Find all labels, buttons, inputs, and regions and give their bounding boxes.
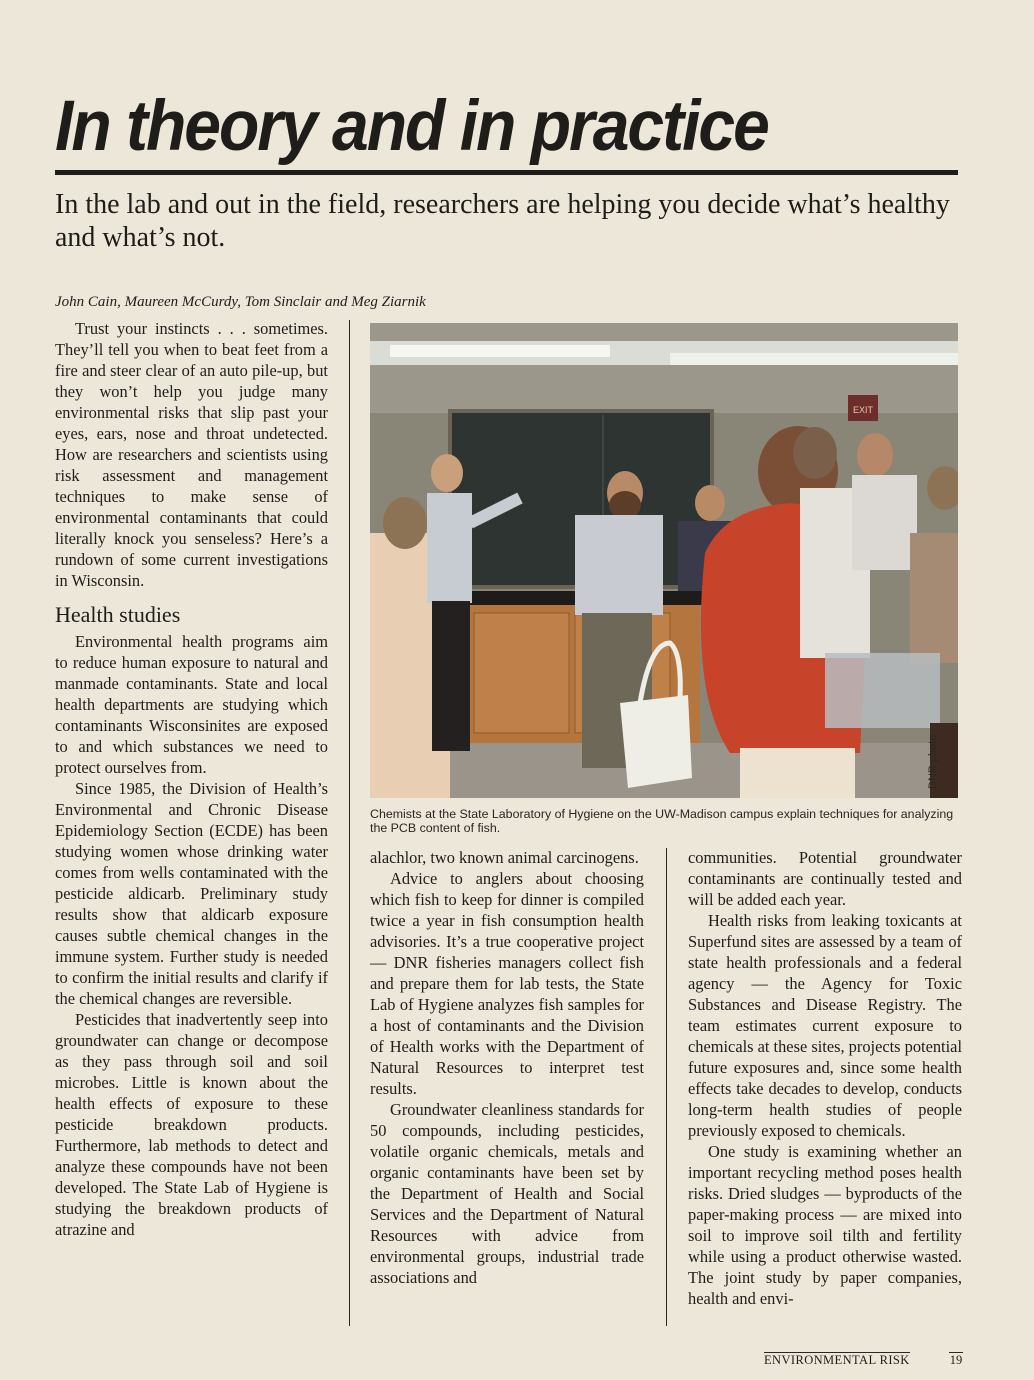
section-heading-health-studies: Health studies <box>55 602 181 627</box>
column-2 <box>370 847 644 1288</box>
exit-sign-text: EXIT <box>852 405 874 415</box>
photo-credit: DNR photo <box>927 734 939 789</box>
article-subtitle: In the lab and out in the field, researchers are helping you decide what’s healthy and what’s not. <box>55 189 950 253</box>
paragraph: Health risks from leaking toxicants at Superfund sites are assessed by a team of state health professionals and a federal agency — the Agency for Toxic Substances and Disease Registry. The team estimates current exposure to chemicals at these sites, projects potential future exposures and, since some health effects take decades to develop, conducts long-term health studies of people previously exposed to chemicals. <box>688 911 962 1140</box>
footer-section-label: ENVIRONMENTAL RISK <box>764 1353 910 1367</box>
paragraph: Advice to anglers about choosing which fish to keep for dinner is compiled twice a year in fish consumption health advisories. It’s a true cooperative project — DNR fisheries managers collect fish and prepare them for lab tests, the State Lab of Hygiene analyzes fish samples for a host of contaminants and the Division of Health works with the Department of Natural Resources to interpret test results. <box>370 869 644 1098</box>
lab-photo <box>370 323 958 798</box>
paragraph: alachlor, two known animal carcinogens. <box>370 848 639 867</box>
paragraph: Groundwater cleanliness standards for 50 compounds, including pesticides, volatile organic chemicals, metals and organic contaminants have been set by the Department of Health and Social Services and the Department of Natural Resources with advice from environmental groups, industrial trade associations and <box>370 1100 644 1287</box>
column-rule <box>349 320 350 1326</box>
column-3 <box>688 847 962 1309</box>
paragraph: One study is examining whether an important recycling method poses health risks. Dried sludges — byproducts of the paper-making process — are mixed into soil to improve soil tilth and fertility while using a product otherwise wasted. The joint study by paper companies, health and envi- <box>688 1142 962 1308</box>
intro-paragraph: Trust your instincts . . . sometimes. They’ll tell you when to beat feet from a fire and steer clear of an auto pile-up, but they won’t help you judge many environmental risks that slip past your eyes, ears, nose and throat undetected. How are researchers and scientists using risk assessment and management techniques to make sense of environmental contaminants that could literally knock you senseless? Here’s a rundown of some current investigations in Wisconsin. <box>55 319 328 590</box>
title-rule <box>55 170 958 175</box>
article-title: In theory and in practice <box>55 85 768 166</box>
byline: John Cain, Maureen McCurdy, Tom Sinclair and Meg Ziarnik <box>55 294 426 310</box>
paragraph: Environmental health programs aim to reduce human exposure to natural and manmade contaminants. State and local health departments are studying which contaminants Wisconsinites are exposed to and which substances we need to protect ourselves from. <box>55 632 328 777</box>
photo-caption: Chemists at the State Laboratory of Hygiene on the UW-Madison campus explain techniques for analyzing the PCB content of fish. <box>370 807 954 835</box>
paragraph: communities. Potential groundwater contaminants are continually tested and will be added each year. <box>688 848 962 909</box>
paragraph: Pesticides that inadvertently seep into groundwater can change or decompose as they pass through soil and soil microbes. Little is known about the health effects of exposure to these pesticide breakdown products. Furthermore, lab methods to detect and analyze these compounds have not been developed. The State Lab of Hygiene is studying the breakdown products of atrazine and <box>55 1010 328 1239</box>
column-1 <box>55 318 328 1240</box>
paragraph: Since 1985, the Division of Health’s Environmental and Chronic Disease Epidemiology Section (ECDE) has been studying women whose drinking water comes from wells contaminated with the pesticide aldicarb. Preliminary study results show that aldicarb exposure causes subtle chemical changes in the immune system. Further study is needed to confirm the initial results and clarify if the chemical changes are reversible. <box>55 779 328 1008</box>
column-rule <box>666 848 667 1326</box>
page-number: 19 <box>949 1353 963 1367</box>
